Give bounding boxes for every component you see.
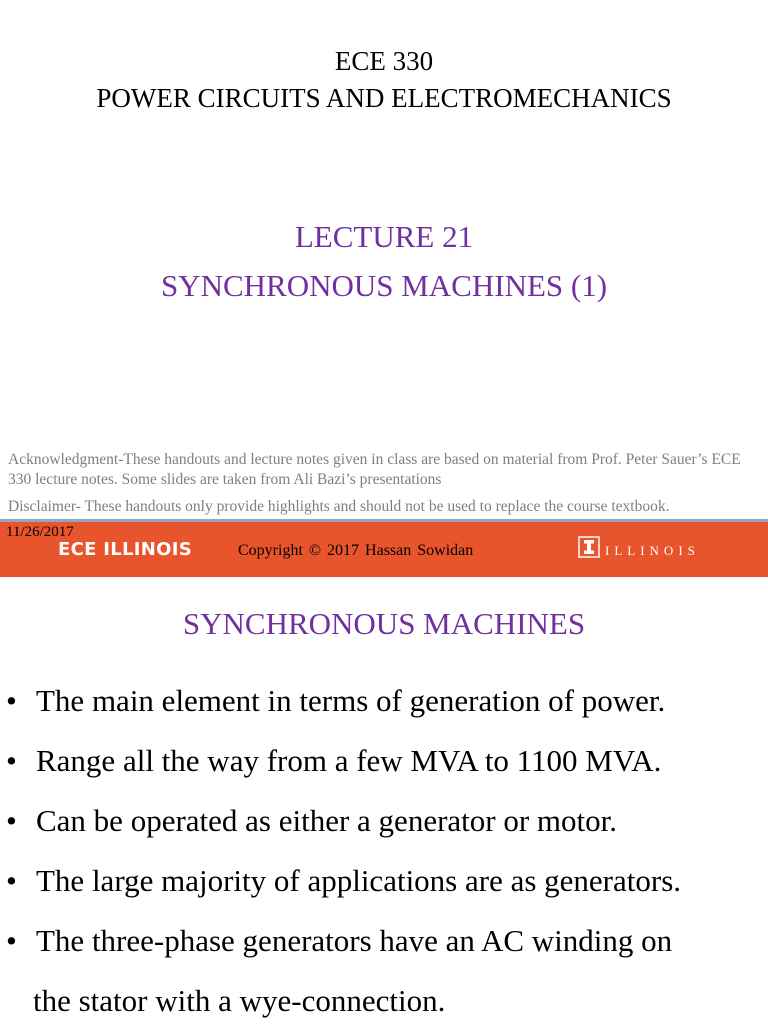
bullet-text: The large majority of applications are as generators. xyxy=(36,863,682,898)
bullet-symbol: • xyxy=(6,683,17,718)
content-slide xyxy=(0,577,768,1024)
bullet-text: The main element in terms of generation of power. xyxy=(36,683,666,718)
bullet-text: The three-phase generators have an AC winding on xyxy=(36,923,673,958)
lecture-topic: SYNCHRONOUS MACHINES (1) xyxy=(160,268,608,303)
bullet-text-continuation: the stator with a wye-connection. xyxy=(33,983,446,1018)
illinois-wordmark: ILLINOIS xyxy=(605,543,700,558)
course-code: ECE 330 xyxy=(334,46,434,76)
bullet-symbol: • xyxy=(6,743,17,778)
footer-date: 11/26/2017 xyxy=(6,524,74,540)
footer-copyright: Copyright © 2017 Hassan Sowidan xyxy=(238,542,474,559)
disclaimer-text: Disclaimer- These handouts only provide highlights and should not be used to replace the course textbook. xyxy=(8,498,670,515)
acknowledgment-text: Acknowledgment-These handouts and lecture notes given in class are based on material from Prof. Peter Sauer’s ECE 330 lecture notes. Some slides are taken from Ali Bazi’s presentations xyxy=(8,451,741,488)
bullet-text: Range all the way from a few MVA to 1100 MVA. xyxy=(36,743,662,778)
footer-top-rule xyxy=(0,519,768,522)
bullet-text: Can be operated as either a generator or motor. xyxy=(36,803,618,838)
ece-illinois-logo: ECE ILLINOIS xyxy=(58,539,193,560)
course-title: POWER CIRCUITS AND ELECTROMECHANICS xyxy=(96,83,672,113)
lecture-number: LECTURE 21 xyxy=(294,219,474,254)
bullet-symbol: • xyxy=(6,923,17,958)
bullet-symbol: • xyxy=(6,863,17,898)
slide-title: SYNCHRONOUS MACHINES xyxy=(182,606,586,641)
bullet-symbol: • xyxy=(6,803,17,838)
illinois-block-i-icon xyxy=(578,536,600,558)
